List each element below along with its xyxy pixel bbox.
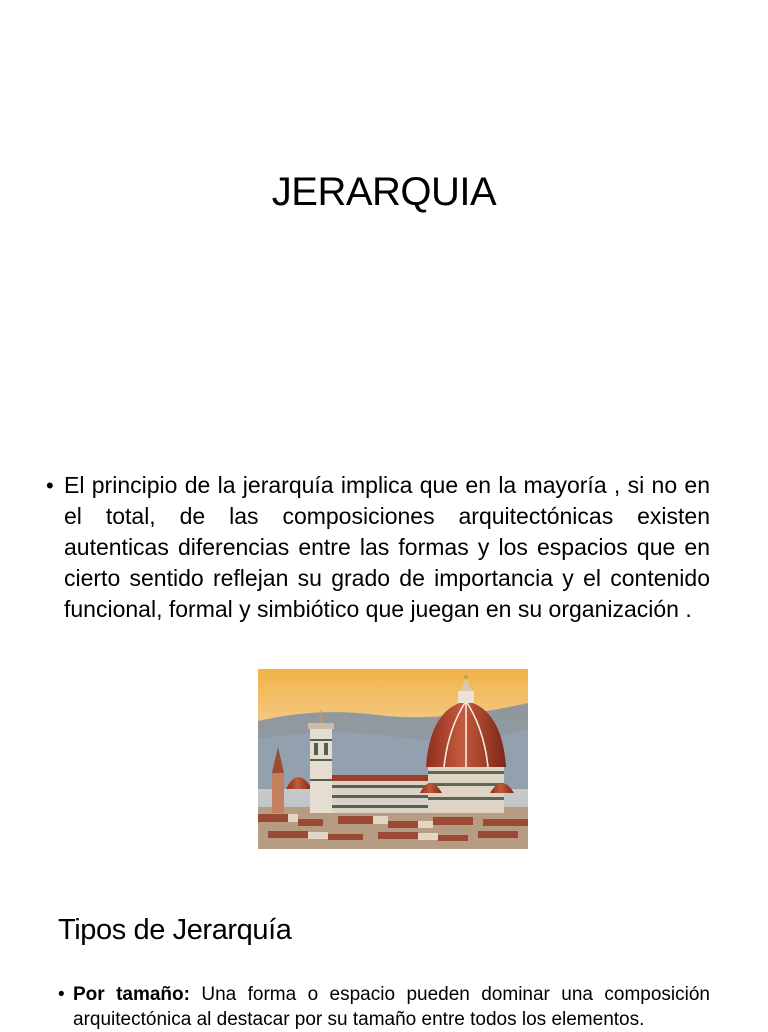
section-heading: Tipos de Jerarquía: [58, 914, 292, 946]
bullet-dot: •: [46, 473, 54, 498]
type-item-description: Una forma o espacio pueden dominar una composición arquitectónica al destacar por su tamaño entre todos los elementos.: [73, 984, 710, 1030]
type-item-text: [73, 982, 710, 1032]
paragraph-text: El principio de la jerarquía implica que en la mayoría , si no en el total, de las composiciones arquitectónicas existen autenticas diferencias entre las formas y los espacios que en cierto sentido reflejan su grado de importancia y el contenido funcional, formal y simbiótico que juegan en su organización .: [64, 472, 710, 622]
type-item-label: Por tamaño:: [73, 984, 190, 1005]
bullet-paragraph: [46, 470, 710, 625]
slide-title: JERARQUIA: [271, 170, 497, 214]
cathedral-photo: [258, 669, 528, 849]
bullet-dot: •: [58, 984, 65, 1005]
type-list-item: [58, 982, 710, 1032]
